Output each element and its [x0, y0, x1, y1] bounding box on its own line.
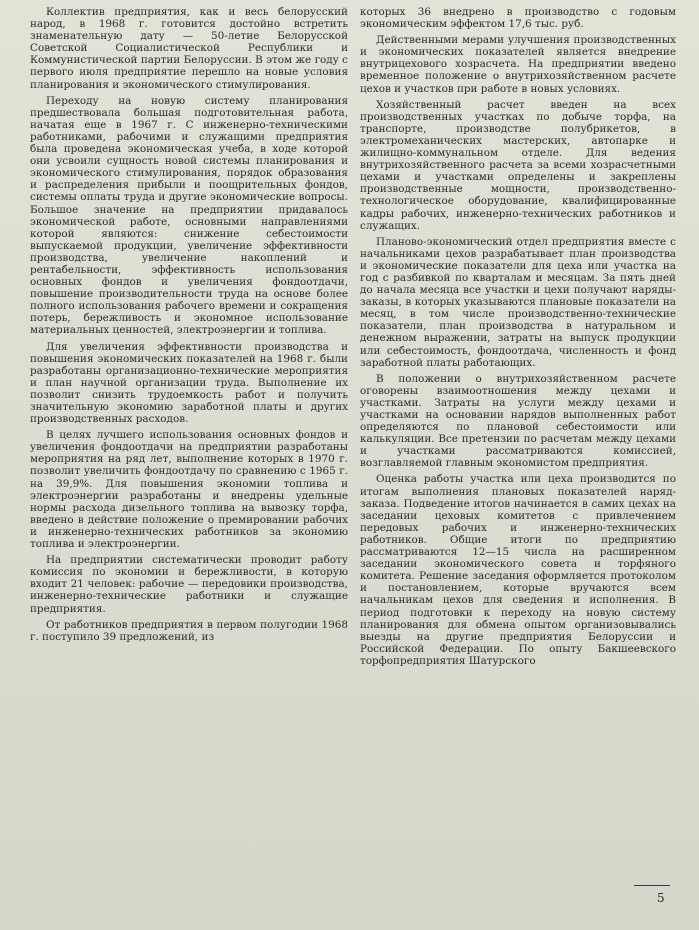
paragraph: Коллектив предприятия, как и весь белорусский народ, в 1968 г. готовится достойно встретить знаменательную дату — 50-летие Белорусской Советской Социалистической Республики и Коммунистической партии Белоруссии. В этом же году с первого июля предприятие перешло на новые условия планирования и экономического стимулирования.	[30, 6, 348, 91]
paragraph: Переходу на новую систему планирования предшествовала большая подготовительная работа, начатая еще в 1967 г. С инженерно-техническими работниками, рабочими и служащими предприятия была проведена экономическая учеба, в ходе которой они усвоили сущность новой системы планирования и экономического стимулирования, порядок образования и распределения прибыли и поощрительных фондов, системы оплаты труда и другие экономические вопросы. Большое значение на предприятии придавалось экономической работе, основными направлениями которой являются: снижение себестоимости выпускаемой продукции, увеличение эффективности производства, увеличение накоплений и рентабельности, эффективность использования основных фондов и увеличения фондоотдачи, повышение производительности труда на основе более полного использования рабочего времени и сокращения потерь, бережливость и экономное использование материальных ценностей, электроэнергии и топлива.	[30, 94, 348, 337]
paragraph: Оценка работы участка или цеха производится по итогам выполнения плановых показателей наряд-заказа. Подведение итогов начинается в самих цехах на заседании цеховых комитетов с привлечением передовых рабочих и инженерно-технических работников. Общие итоги по предприятию рассматриваются 12—15 числа на расширенном заседании экономического совета и торфяного комитета. Решение заседания оформляется протоколом и постановлением, которые вручаются всем начальникам цехов для сведения и исполнения. В период подготовки к переходу на новую систему планирования для обмена опытом организовывались выезды на другие предприятия Белоруссии и Российской Федерации. По опыту Бакшеевского торфопредприятия Шатурского	[360, 473, 676, 667]
footer-rule	[634, 885, 670, 886]
paragraph: В целях лучшего использования основных фондов и увеличения фондоотдачи на предприятии разработаны мероприятия на ряд лет, выполнение которых в 1970 г. позволит увеличить фондоотдачу по сравнению с 1965 г. на 39,9%. Для повышения экономии топлива и электроэнергии разработаны и внедрены удельные нормы расхода дизельного топлива на вывозку торфа, введено в действие положение о премировании рабочих и инженерно-технических работников за экономию топлива и электроэнергии.	[30, 429, 348, 551]
right-column	[360, 6, 676, 671]
paragraph: На предприятии систематически проводит работу комиссия по экономии и бережливости, в которую входит 21 человек: рабочие — передовики производства, инженерно-технические работники и служащие предприятия.	[30, 554, 348, 615]
paragraph: Хозяйственный расчет введен на всех производственных участках по добыче торфа, на транспорте, производстве полубрикетов, в электромеханических мастерских, автопарке и жилищно-коммунальном отделе. Для ведения внутрихозяйственного расчета за всеми хозрасчетными цехами и участками определены и закреплены производственные мощности, производственно-технологическое оборудование, квалифицированные кадры рабочих, инженерно-технических работников и служащих.	[360, 98, 676, 232]
paragraph: От работников предприятия в первом полугодии 1968 г. поступило 39 предложений, из	[30, 618, 348, 643]
paragraph: Планово-экономический отдел предприятия вместе с начальниками цехов разрабатывает план производства и экономические показатели для цеха или участка на год с разбивкой по кварталам и месяцам. За пять дней до начала месяца все участки и цехи получают наряды-заказы, в которых указываются плановые показатели на месяц, в том числе производственно-технические показатели, план производства в натуральном и денежном выражении, затраты на выпуск продукции или себестоимость, фондоотдача, численность и фонд заработной платы работающих.	[360, 235, 676, 369]
paragraph: В положении о внутрихозяйственном расчете оговорены взаимоотношения между цехами и участками. Затраты на услуги между цехами и участками на основании нарядов выполненных работ определяются по плановой себестоимости или калькуляции. Все претензии по расчетам между цехами и участками рассматриваются комиссией, возглавляемой главным экономистом предприятия.	[360, 372, 676, 470]
left-column	[30, 6, 348, 647]
page-number: 5	[657, 891, 665, 905]
paragraph-continuation: которых 36 внедрено в производство с годовым экономическим эффектом 17,6 тыс. руб.	[360, 6, 676, 31]
paragraph: Для увеличения эффективности производства и повышения экономических показателей на 1968 г. были разработаны организационно-технические мероприятия и план научной организации труда. Выполнение их позволит снизить трудоемкость работ и получить значительную экономию заработной платы и других производственных расходов.	[30, 340, 348, 426]
paragraph: Действенными мерами улучшения производственных и экономических показателей является внедрение внутрицехового хозрасчета. На предприятии введено временное положение о внутрихозяйственном расчете цехов и участков при работе в новых условиях.	[360, 34, 676, 95]
